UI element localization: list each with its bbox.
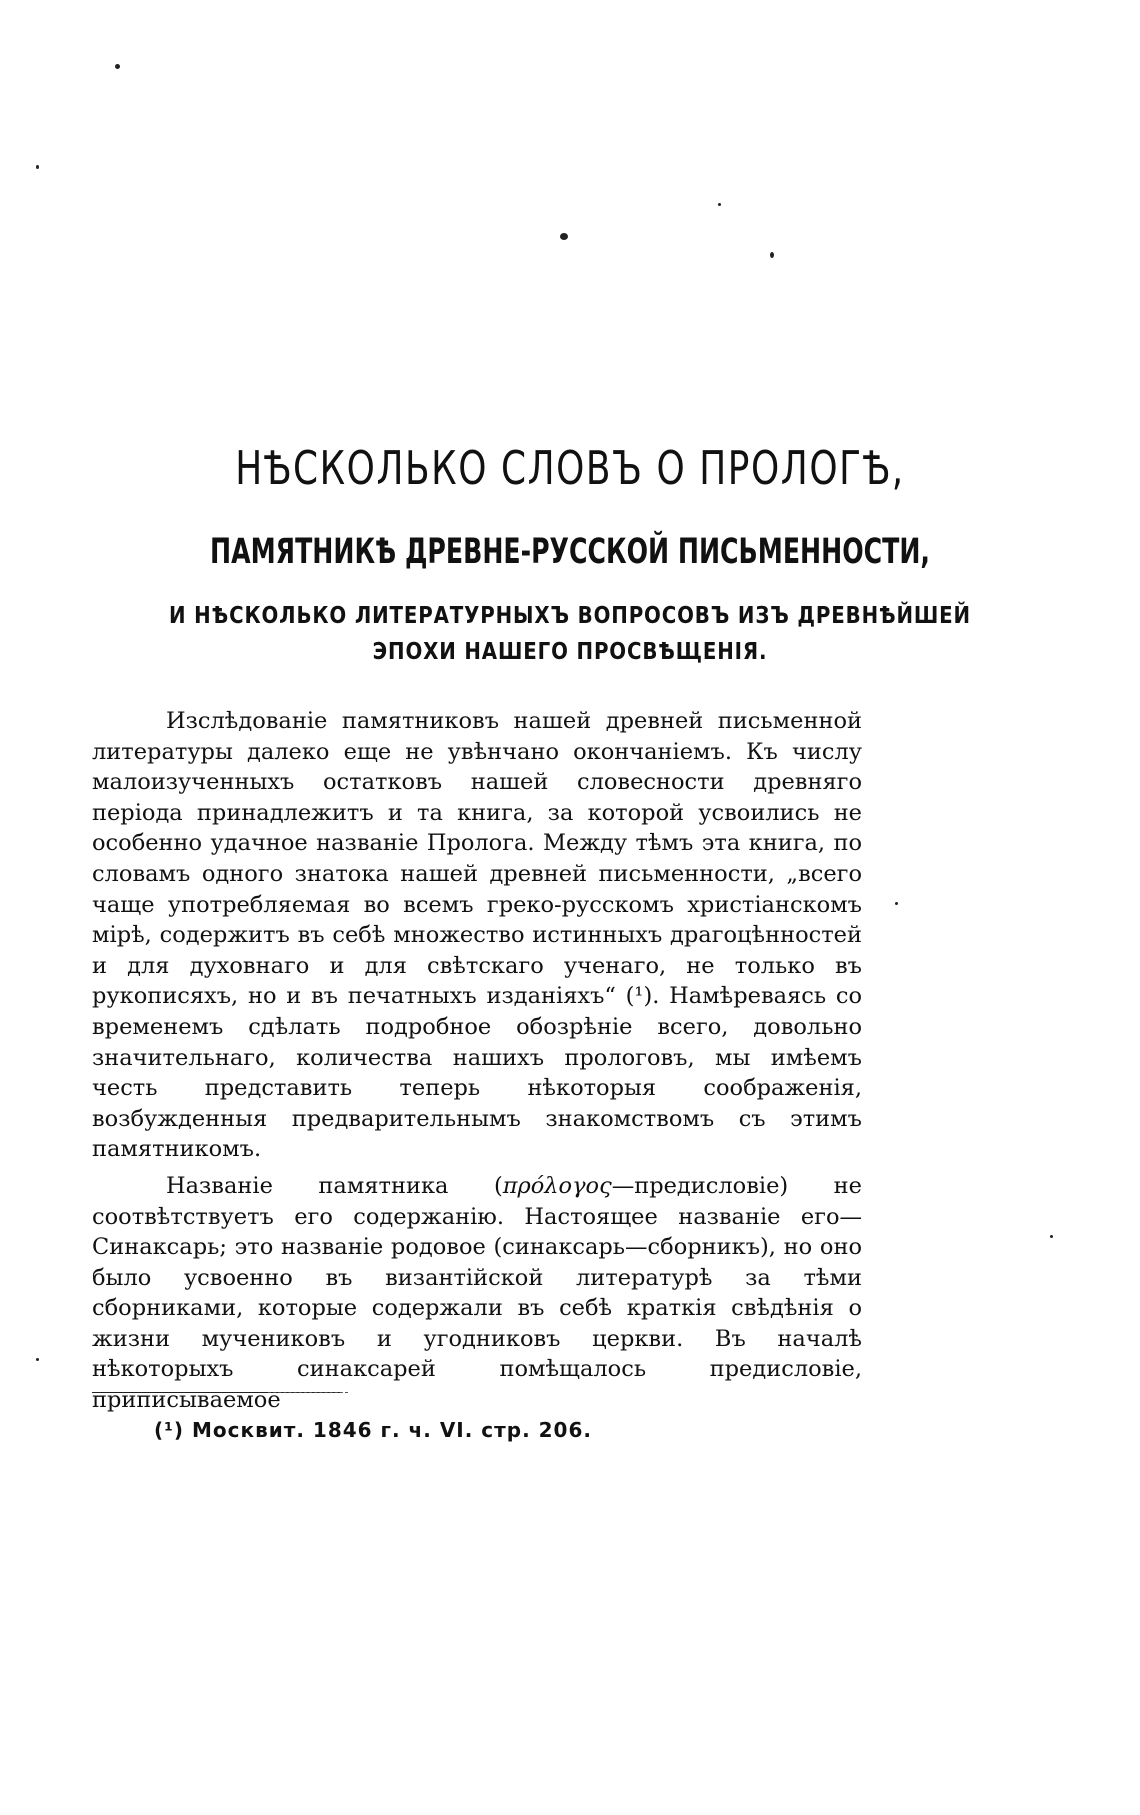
document-title: НѢСКОЛЬКО СЛОВЪ О ПРОЛОГѢ, <box>235 441 905 495</box>
footnote-rule-dashed <box>268 1392 348 1393</box>
body-text <box>92 706 862 1416</box>
footnote: (¹) Москвит. 1846 г. ч. VI. стр. 206. <box>154 1418 592 1442</box>
scan-speck <box>115 64 120 69</box>
document-subtitle-secondary <box>80 598 1060 670</box>
paragraph-2-rest: —предисловіе) не соотвѣтствуетъ его содержанію. Настоящее названіе его—Синаксарь; это названіе родовое (синаксарь—сборникъ), но оно было усвоенно въ византійской литературѣ за тѣми сборниками, которые содержали въ себѣ краткія свѣдѣнія о жизни мучениковъ и угодниковъ церкви. Въ началѣ нѣкоторыхъ синаксарей помѣщалось предисловіе, приписываемое <box>92 1172 862 1414</box>
scan-speck <box>1050 1235 1053 1238</box>
scan-speck <box>718 203 721 206</box>
paragraph-2 <box>92 1171 862 1416</box>
scan-speck <box>770 252 774 258</box>
subtitle-line-2: ЭПОХИ НАШЕГО ПРОСВѢЩЕНІЯ. <box>372 639 768 665</box>
scan-speck <box>560 233 568 240</box>
scan-speck <box>36 165 39 169</box>
paragraph-1: Изслѣдованіе памятниковъ нашей древней письменной литературы далеко еще не увѣнчано окончаніемъ. Къ числу малоизученныхъ остатковъ нашей словесности древняго періода принадлежитъ и та книга, за которой усвоились не особенно удачное названіе Пролога. Между тѣмъ эта книга, по словамъ одного знатока нашей древней письменности, „всего чаще употребляемая во всемъ греко-русскомъ христіанскомъ мірѣ, содержитъ въ себѣ множество истинныхъ драгоцѣнностей и для духовнаго и для свѣтскаго ученаго, не только въ рукописяхъ, но и въ печатныхъ изданіяхъ“ (¹). Намѣреваясь со временемъ сдѣлать подробное обозрѣніе всего, довольно значительнаго, количества нашихъ прологовъ, мы имѣемъ честь представить теперь нѣкоторыя соображенія, возбужденныя предварительнымъ знакомствомъ съ этимъ памятникомъ. <box>92 708 862 1163</box>
greek-word: πρόλογος <box>502 1172 612 1199</box>
scan-speck <box>36 1358 39 1361</box>
scan-speck <box>895 902 898 905</box>
subtitle-line-1: И НѢСКОЛЬКО ЛИТЕРАТУРНЫХЪ ВОПРОСОВЪ ИЗЪ ДРЕВНѢЙШЕЙ <box>169 603 971 629</box>
document-subtitle: ПАМЯТНИКѢ ДРЕВНЕ-РУССКОЙ ПИСЬМЕННОСТИ, <box>209 532 930 572</box>
paragraph-2-start: Названіе памятника ( <box>166 1172 503 1199</box>
